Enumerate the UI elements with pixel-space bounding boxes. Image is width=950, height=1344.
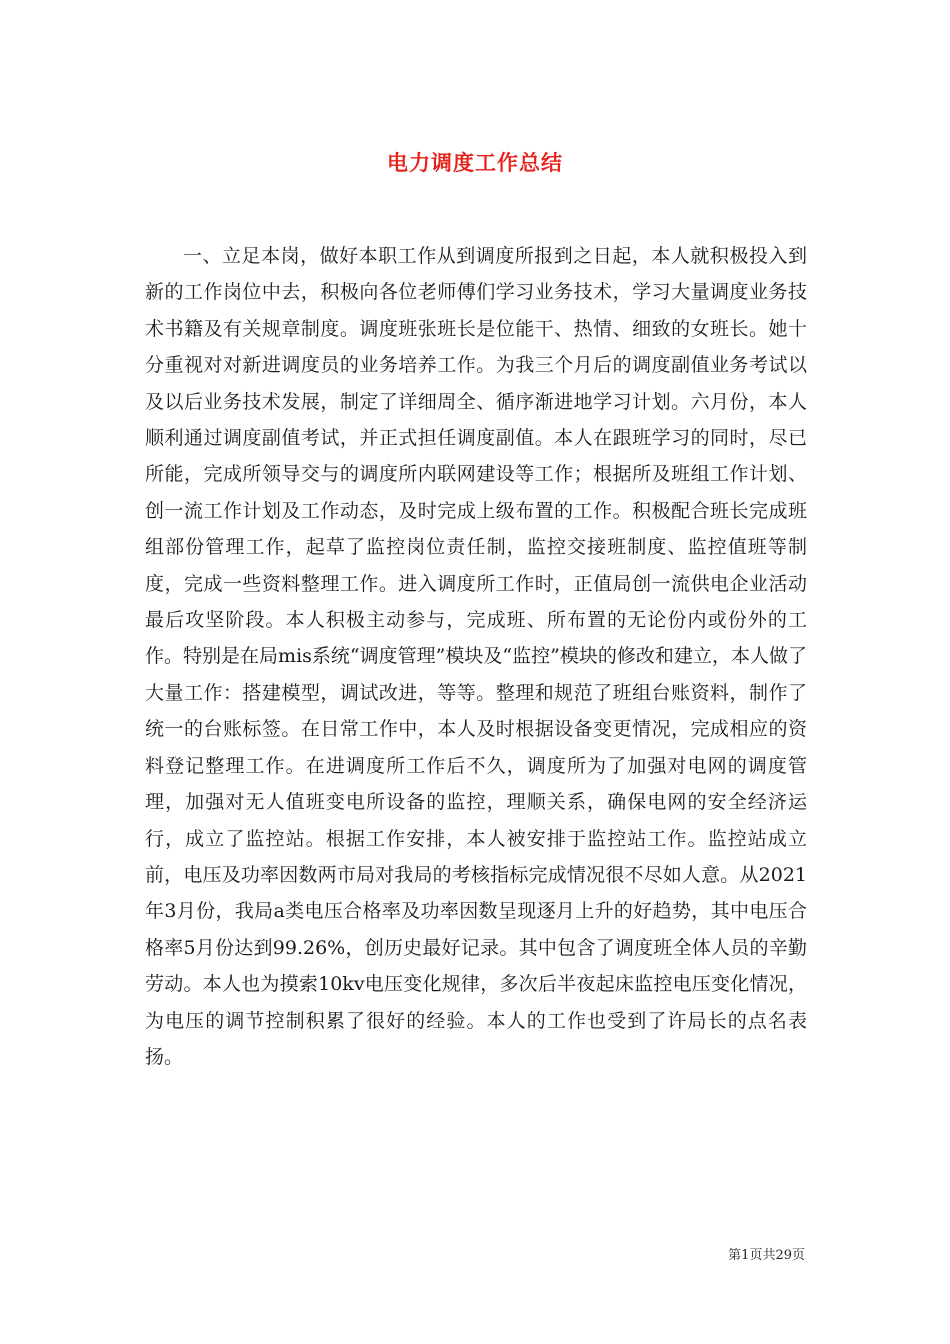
page-number: 第1页共29页: [728, 1248, 805, 1263]
body-paragraph: 一、立足本岗，做好本职工作从到调度所报到之日起，本人就积极投入到新的工作岗位中去，积极向各位老师傅们学习业务技术，学习大量调度业务技术书籍及有关规章制度。调度班张班长是位能干、热情、细致的女班长。她十分重视对对新进调度员的业务培养工作。为我三个月后的调度副值业务考试以及以后业务技术发展，制定了详细周全、循序渐进地学习计划。六月份，本人顺利通过调度副值考试，并正式担任调度副值。本人在跟班学习的同时，尽已所能，完成所领导交与的调度所内联网建设等工作；根据所及班组工作计划、创一流工作计划及工作动态，及时完成上级布置的工作。积极配合班长完成班组部份管理工作，起草了监控岗位责任制，监控交接班制度、监控值班等制度，完成一些资料整理工作。进入调度所工作时，正值局创一流供电企业活动最后攻坚阶段。本人积极主动参与，完成班、所布置的无论份内或份外的工作。特别是在局mis系统“调度管理”模块及“监控”模块的修改和建立，本人做了大量工作：搭建模型，调试改进，等等。整理和规范了班组台账资料，制作了统一的台账标签。在日常工作中，本人及时根据设备变更情况，完成相应的资料登记整理工作。在进调度所工作后不久，调度所为了加强对电网的调度管理，加强对无人值班变电所设备的监控，理顺关系，确保电网的安全经济运行，成立了监控站。根据工作安排，本人被安排于监控站工作。监控站成立前，电压及功率因数两市局对我局的考核指标完成情况很不尽如人意。从2021年3月份，我局a类电压合格率及功率因数呈现逐月上升的好趋势，其中电压合格率5月份达到99.26%，创历史最好记录。其中包含了调度班全体人员的辛勤劳动。本人也为摸索10kv电压变化规律，多次后半夜起床监控电压变化情况，为电压的调节控制积累了很好的经验。本人的工作也受到了许局长的点名表扬。: [145, 245, 807, 1068]
document-title: 电力调度工作总结: [387, 150, 563, 176]
